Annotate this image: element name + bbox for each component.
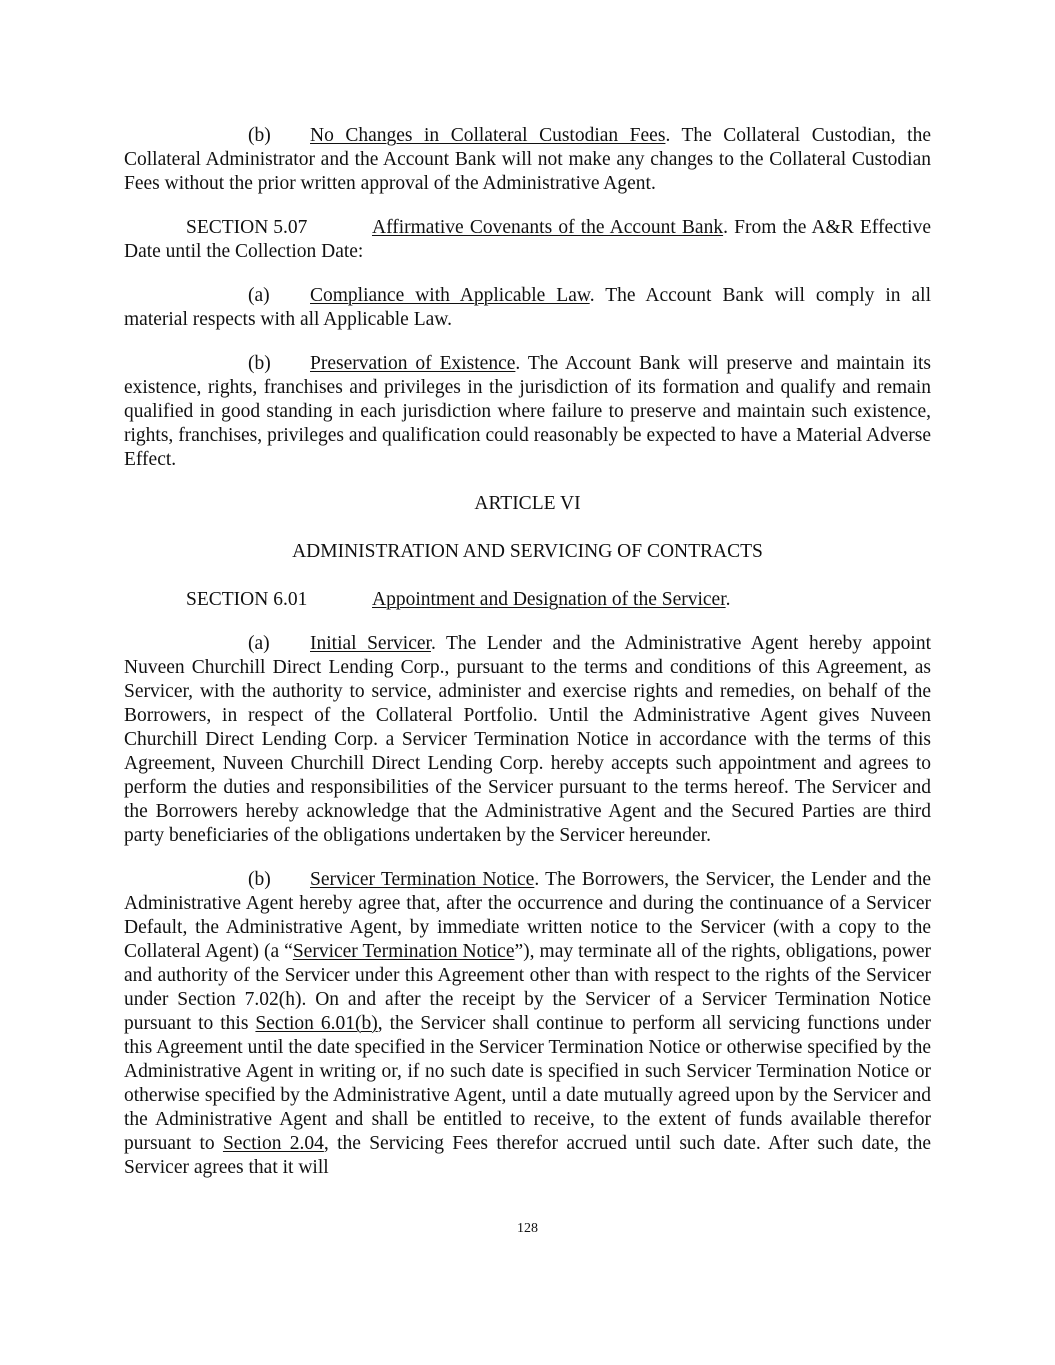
section-6-01 <box>124 588 931 612</box>
subsection-text: . The Collateral Custodian, the Collateral Administrator and the Account Bank will not make any changes to the Collateral Custodian Fees without the prior written approval of the Administrative Agent. <box>124 125 931 194</box>
subsection-label: (b) <box>248 353 271 374</box>
subsection-label: (b) <box>248 869 271 890</box>
subsection-label: (a) <box>248 285 270 306</box>
subsection-text: , the Servicer shall continue to perform all servicing functions under this Agreement until the date specified in the Servicer Termination Notice or otherwise specified by the Administrative Agent in writing or, if no such date is specified in such Servicer Termination Notice or otherwise specified by the Administrative Agent, until a date mutually agreed upon by the Servicer and the Administrative Agent and shall be entitled to receive, to the extent of funds available therefor pursuant to <box>124 1013 931 1154</box>
subsection-heading: Compliance with Applicable Law <box>310 285 590 306</box>
subsection-text: . The Borrowers, the Servicer, the Lender and the Administrative Agent hereby agree that, after the occurrence and during the continuance of a Servicer Default, the Administrative Agent, by immediate written notice to the Servicer (with a copy to the Collateral Agent) (a “ <box>124 869 931 962</box>
subsection-label: (b) <box>248 125 271 146</box>
subsection-text: . The Lender and the Administrative Agent hereby appoint Nuveen Churchill Direct Lending Corp., pursuant to the terms and conditions of this Agreement, as Servicer, with the authority to service, administer and exercise rights and remedies, on behalf of the Borrowers, in respect of the Collateral Portfolio. Until the Administrative Agent gives Nuveen Churchill Direct Lending Corp. a Servicer Termination Notice in accordance with the terms of this Agreement, Nuveen Churchill Direct Lending Corp. hereby accepts such appointment and agrees to perform the duties and responsibilities of the Servicer pursuant to the terms hereof. The Servicer and the Borrowers hereby acknowledge that the Administrative Agent and the Secured Parties are third party beneficiaries of the obligations undertaken by the Servicer hereunder. <box>124 633 932 846</box>
section-number: SECTION 6.01 <box>186 589 308 610</box>
section-heading: Appointment and Designation of the Servicer <box>372 589 726 610</box>
subsection-label: (a) <box>248 633 270 654</box>
subsection-6-01-b <box>124 868 931 1180</box>
subsection-5-07-a <box>124 284 931 332</box>
section-number: SECTION 5.07 <box>186 217 308 238</box>
page-number: 128 <box>517 1221 538 1236</box>
subsection-heading: Preservation of Existence <box>310 353 516 374</box>
article-title: ADMINISTRATION AND SERVICING OF CONTRACTS <box>292 541 763 562</box>
subsection-text: , the Servicing Fees therefor accrued until such date. After such date, the Servicer agrees that it will <box>124 1133 931 1178</box>
section-text: . From the A&R Effective Date until the Collection Date: <box>124 217 931 262</box>
document-page <box>124 124 931 1200</box>
cross-reference-link[interactable]: Section 2.04 <box>222 1133 324 1154</box>
defined-term: Servicer Termination Notice <box>292 941 515 962</box>
section-5-07 <box>124 216 931 264</box>
subsection-6-01-a <box>124 632 931 848</box>
subsection-5-06-b <box>124 124 931 196</box>
subsection-text: . The Account Bank will comply in all material respects with all Applicable Law. <box>124 285 932 330</box>
subsection-heading: Servicer Termination Notice <box>310 869 535 890</box>
article-number: ARTICLE VI <box>474 493 581 514</box>
cross-reference-link[interactable]: Section 6.01(b) <box>255 1013 378 1034</box>
subsection-5-07-b <box>124 352 931 472</box>
subsection-text: ”), may terminate all of the rights, obligations, power and authority of the Servicer under this Agreement other than with respect to the rights of the Servicer under Section 7.02(h). On and after the receipt by the Servicer of a Servicer Termination Notice pursuant to this <box>124 941 931 1034</box>
subsection-text: . The Account Bank will preserve and maintain its existence, rights, franchises and privileges in the jurisdiction of its formation and qualify and remain qualified in good standing in each jurisdiction where failure to preserve and maintain such existence, rights, franchises, privileges and qualification could reasonably be expected to have a Material Adverse Effect. <box>124 353 932 470</box>
section-text: . <box>725 589 731 610</box>
section-heading: Affirmative Covenants of the Account Bank <box>372 217 724 238</box>
subsection-heading: Initial Servicer <box>310 633 431 654</box>
subsection-heading: No Changes in Collateral Custodian Fees <box>310 125 666 146</box>
